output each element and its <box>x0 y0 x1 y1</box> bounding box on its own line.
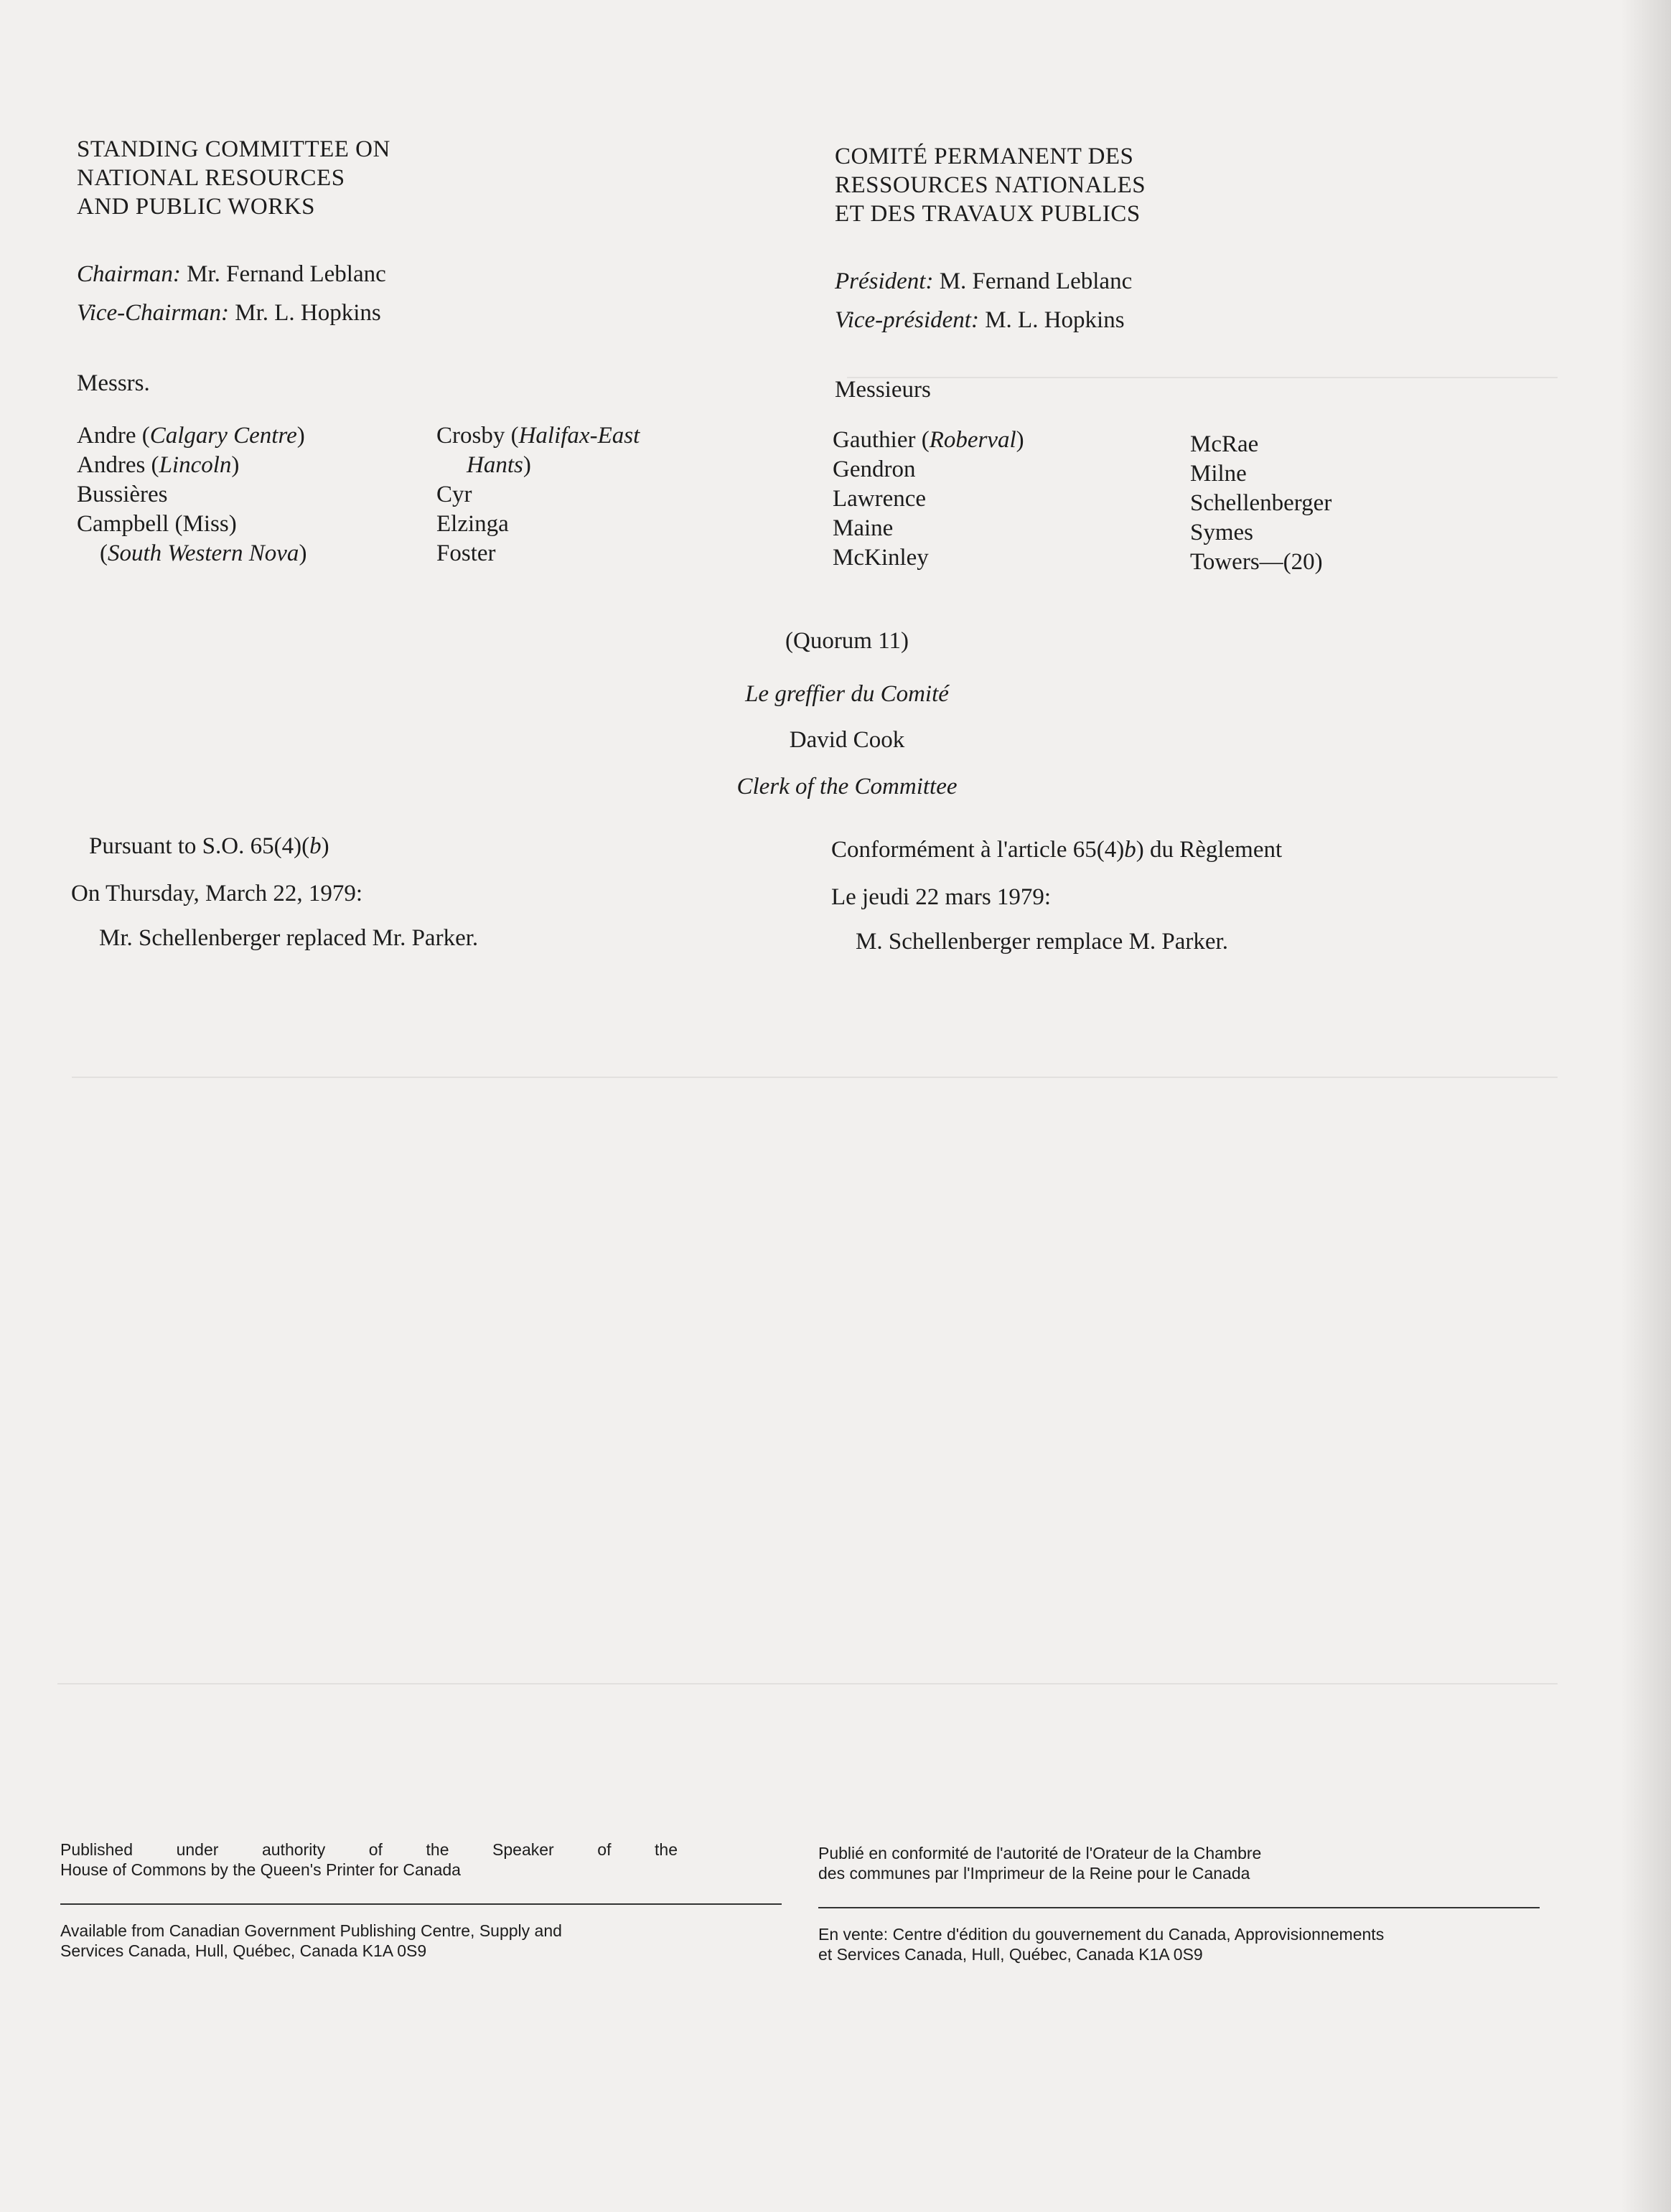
published-en-line-2: House of Commons by the Queen's Printer for Canada <box>60 1860 461 1879</box>
available-fr-line-1: En vente: Centre d'édition du gouvernement du Canada, Approvisionnements <box>818 1925 1385 1944</box>
available-en-line-2: Services Canada, Hull, Québec, Canada K1A 0S9 <box>60 1941 427 1960</box>
member-name: Campbell (Miss) <box>77 511 237 537</box>
president-label: Président: <box>835 268 934 294</box>
member-entry: Towers—(20) <box>1190 549 1323 575</box>
member-riding: Roberval <box>929 427 1016 453</box>
member-riding: Lincoln <box>159 452 232 478</box>
member-close: ) <box>296 423 305 449</box>
published-fr-line-2: des communes par l'Imprimeur de la Reine pour le Canada <box>818 1864 1250 1883</box>
member-entry: Milne <box>1190 461 1247 487</box>
member-entry <box>436 510 640 539</box>
committee-title-en-line-3: AND PUBLIC WORKS <box>77 194 315 220</box>
member-entry <box>833 426 1024 455</box>
member-entry: McRae <box>1190 431 1259 457</box>
member-close: ) <box>523 452 531 478</box>
member-entry <box>77 510 306 539</box>
committee-title-en <box>77 135 390 221</box>
member-entry <box>833 455 1024 484</box>
member-entry <box>436 451 640 480</box>
vice-chairman-label: Vice-Chairman: <box>77 300 230 326</box>
member-entry: Schellenberger <box>1190 490 1332 516</box>
member-name: Elzinga <box>436 511 509 537</box>
order-change-fr: M. Schellenberger remplace M. Parker. <box>856 929 1228 955</box>
member-entry <box>436 421 640 451</box>
member-name: Andre ( <box>77 423 150 449</box>
page-edge-shadow <box>1621 0 1671 2212</box>
member-name: Andres ( <box>77 452 159 478</box>
member-name: Crosby ( <box>436 423 519 449</box>
vice-chairman-name: Mr. L. Hopkins <box>235 300 381 326</box>
member-name: Gendron <box>833 456 916 482</box>
availability-notice-fr <box>818 1924 1558 1964</box>
pursuant-fr-suffix: ) du Règlement <box>1136 837 1283 863</box>
pursuant-fr-letter: b <box>1124 837 1136 863</box>
member-name: Gauthier ( <box>833 427 930 453</box>
clerk-title-fr: Le greffier du Comité <box>745 681 949 707</box>
chairman-label: Chairman: <box>77 261 181 287</box>
chairman-line <box>77 260 386 289</box>
available-fr-line-2: et Services Canada, Hull, Québec, Canada K1A 0S9 <box>818 1945 1203 1964</box>
member-entry <box>77 539 306 568</box>
member-entry <box>833 543 1024 573</box>
member-entry: Symes <box>1190 520 1254 545</box>
show-through-title-left <box>115 567 133 650</box>
member-entry <box>833 484 1024 514</box>
quorum: (Quorum 11) <box>785 628 909 654</box>
member-entry <box>436 480 640 510</box>
member-entry <box>77 480 306 510</box>
availability-notice-en <box>60 1921 785 1961</box>
member-name: ( <box>100 540 108 566</box>
pursuant-fr-prefix: Conformément à l'article 65(4) <box>831 837 1125 863</box>
member-entry <box>77 421 306 451</box>
committee-title-fr-line-2: RESSOURCES NATIONALES <box>835 172 1146 198</box>
show-through-rule-3 <box>57 1683 1558 1684</box>
pursuant-en-suffix: ) <box>321 833 329 859</box>
published-notice-en <box>60 1840 678 1880</box>
footer-rule-en <box>60 1903 782 1905</box>
committee-title-fr-line-3: ET DES TRAVAUX PUBLICS <box>835 201 1141 227</box>
order-date-en: On Thursday, March 22, 1979: <box>71 881 363 906</box>
member-riding: Halifax-East <box>518 423 640 449</box>
clerk-title-en: Clerk of the Committee <box>736 774 958 800</box>
members-column-2 <box>436 421 640 568</box>
member-name: Maine <box>833 515 894 541</box>
order-change-en: Mr. Schellenberger replaced Mr. Parker. <box>99 925 479 951</box>
member-name: McKinley <box>833 545 929 571</box>
member-close: ) <box>299 540 307 566</box>
member-entry <box>833 514 1024 543</box>
pursuant-en-prefix: Pursuant to S.O. 65(4)( <box>89 833 310 859</box>
available-en-line-1: Available from Canadian Government Publishing Centre, Supply and <box>60 1921 562 1940</box>
clerk-name: David Cook <box>789 727 905 753</box>
member-entry <box>77 451 306 480</box>
pursuant-fr <box>831 835 1282 865</box>
member-entry <box>436 539 640 568</box>
members-column-3 <box>833 426 1024 573</box>
committee-title-en-line-2: NATIONAL RESOURCES <box>77 165 345 191</box>
pursuant-en-letter: b <box>309 833 322 859</box>
president-name: M. Fernand Leblanc <box>939 268 1133 294</box>
member-riding: Hants <box>467 452 523 478</box>
members-column-4 <box>1190 430 1331 577</box>
member-close: ) <box>231 452 240 478</box>
show-through-rule-2 <box>72 1077 1558 1078</box>
members-column-1 <box>77 421 306 568</box>
vice-chairman-line <box>77 299 381 328</box>
member-riding: Calgary Centre <box>149 423 297 449</box>
vice-president-line <box>835 306 1125 335</box>
published-en-line-1: Published under authority of the Speaker of the <box>60 1840 678 1859</box>
show-through-rule-1 <box>847 377 1558 378</box>
footer-rule-fr <box>818 1907 1540 1908</box>
order-date-fr: Le jeudi 22 mars 1979: <box>831 884 1052 910</box>
published-fr-line-1: Publié en conformité de l'autorité de l'Orateur de la Chambre <box>818 1844 1262 1862</box>
committee-title-fr-line-1: COMITÉ PERMANENT DES <box>835 144 1134 169</box>
vice-president-label: Vice-président: <box>835 307 979 333</box>
member-name: Bussières <box>77 482 168 507</box>
committee-title-en-line-1: STANDING COMMITTEE ON <box>77 136 390 162</box>
member-name: Foster <box>436 540 496 566</box>
chairman-name: Mr. Fernand Leblanc <box>187 261 386 287</box>
member-name: Lawrence <box>833 486 927 512</box>
published-notice-fr <box>818 1843 1543 1883</box>
pursuant-en <box>89 832 329 861</box>
member-close: ) <box>1016 427 1024 453</box>
members-label-en: Messrs. <box>77 370 150 396</box>
president-line <box>835 267 1132 296</box>
member-name: Cyr <box>436 482 472 507</box>
member-riding: South Western Nova <box>108 540 299 566</box>
members-label-fr: Messieurs <box>835 377 931 403</box>
vice-president-name: M. L. Hopkins <box>985 307 1125 333</box>
committee-title-fr <box>835 142 1146 228</box>
